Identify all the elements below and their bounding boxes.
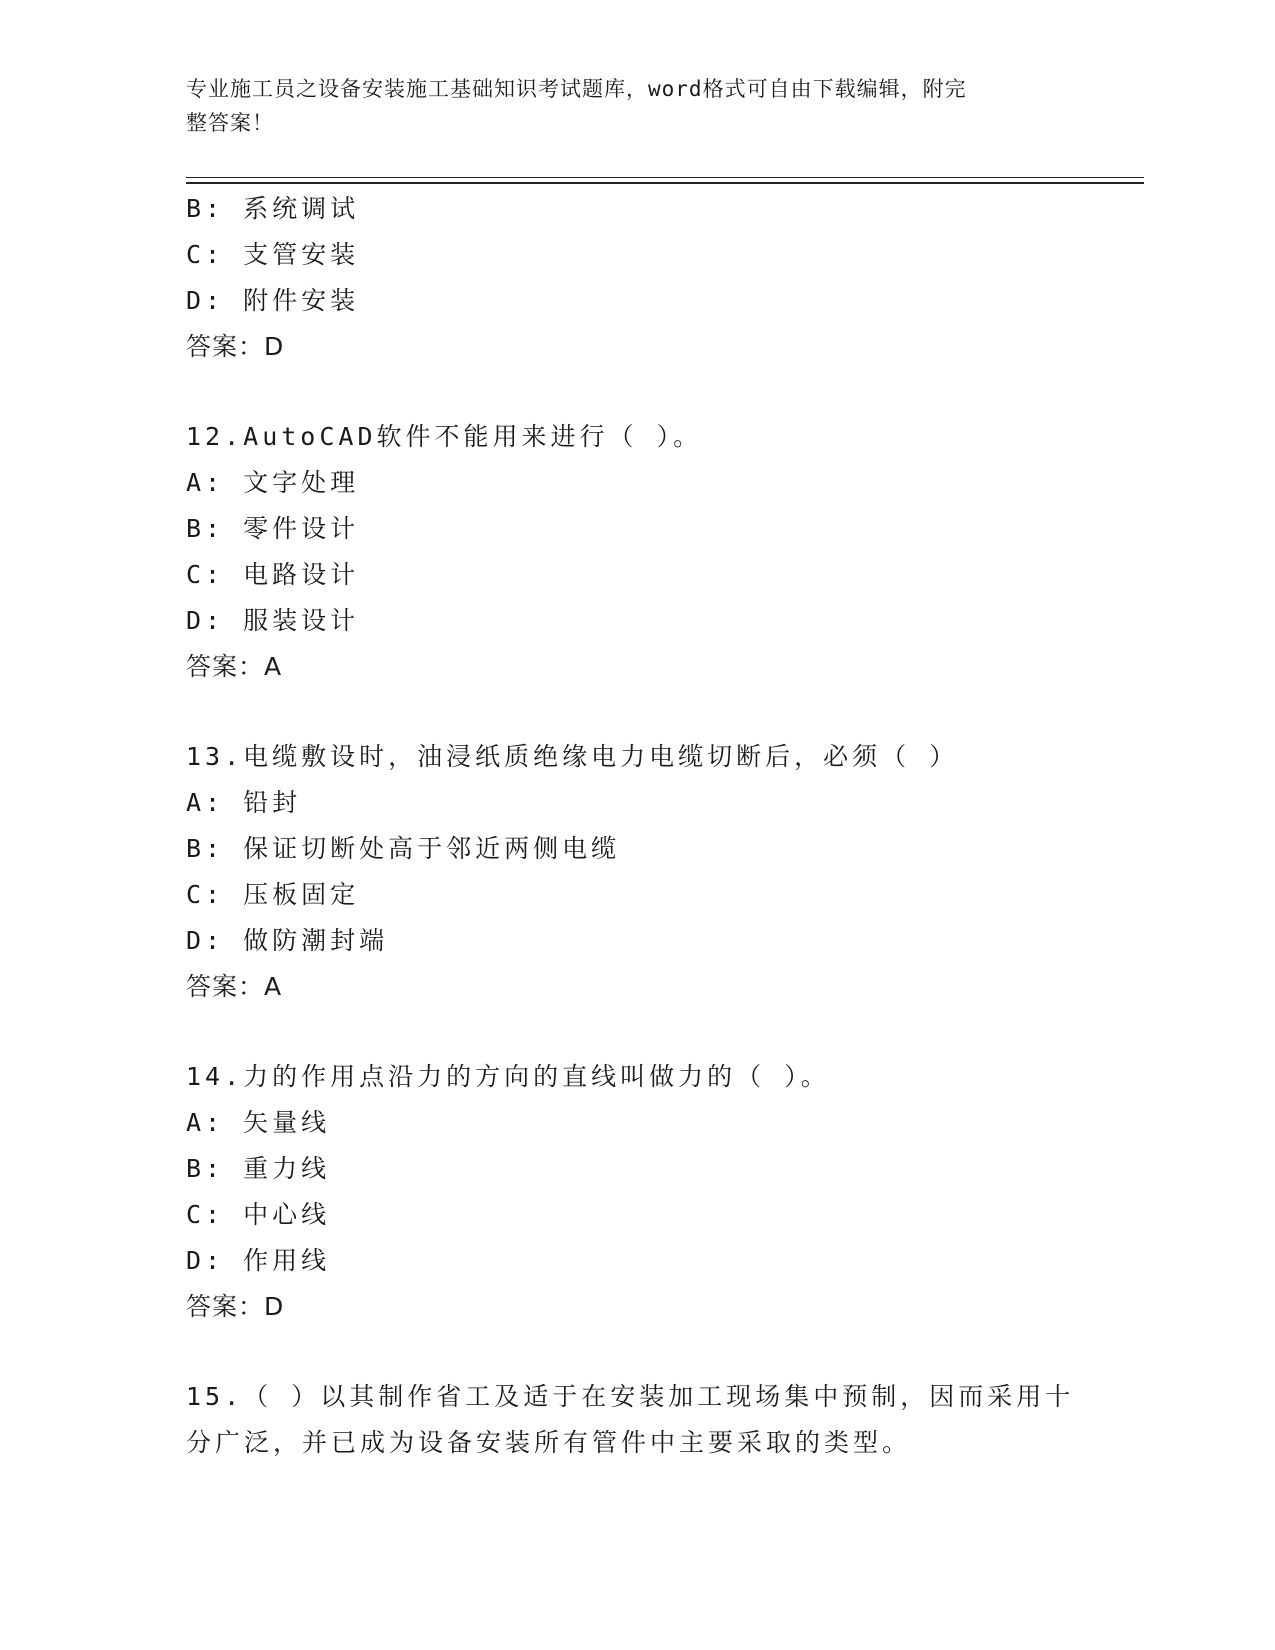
document-header xyxy=(186,72,1076,140)
answer: 答案：A xyxy=(186,652,283,681)
option-d: D: 作用线 xyxy=(186,1246,331,1275)
option-c: C: 中心线 xyxy=(186,1200,331,1229)
option-d: D: 做防潮封端 xyxy=(186,926,389,955)
header-rule-thick xyxy=(186,182,1144,184)
option-b: B: 系统调试 xyxy=(186,194,360,223)
question-content xyxy=(186,186,1086,1466)
answer: 答案：D xyxy=(186,332,285,361)
option-a: A: 矢量线 xyxy=(186,1108,331,1137)
spacer xyxy=(186,1010,1086,1054)
option-d: D: 服装设计 xyxy=(186,606,360,635)
header-rule-thin xyxy=(186,177,1144,178)
option-b: B: 保证切断处高于邻近两侧电缆 xyxy=(186,834,621,863)
option-b: B: 零件设计 xyxy=(186,514,360,543)
option-c: C: 压板固定 xyxy=(186,880,360,909)
question-text: 14.力的作用点沿力的方向的直线叫做力的（ ）。 xyxy=(186,1062,830,1091)
answer: 答案：A xyxy=(186,972,283,1001)
option-c: C: 电路设计 xyxy=(186,560,360,589)
option-b: B: 重力线 xyxy=(186,1154,331,1183)
spacer xyxy=(186,370,1086,414)
question-text-line-1: 15.（ ）以其制作省工及适于在安装加工现场集中预制，因而采用十 xyxy=(186,1382,1075,1411)
question-text-line-2: 分广泛，并已成为设备安装所有管件中主要采取的类型。 xyxy=(186,1428,912,1457)
answer: 答案：D xyxy=(186,1292,285,1321)
spacer xyxy=(186,1330,1086,1374)
option-c: C: 支管安装 xyxy=(186,240,360,269)
option-a: A: 铅封 xyxy=(186,788,302,817)
question-15-block xyxy=(186,1374,1086,1466)
question-13-block xyxy=(186,734,1086,1010)
header-line-1: 专业施工员之设备安装施工基础知识考试题库，word格式可自由下载编辑，附完 xyxy=(186,77,967,101)
question-text: 13.电缆敷设时，油浸纸质绝缘电力电缆切断后，必须（ ） xyxy=(186,742,959,771)
question-11-block xyxy=(186,186,1086,370)
option-d: D: 附件安装 xyxy=(186,286,360,315)
question-14-block xyxy=(186,1054,1086,1330)
header-line-2: 整答案！ xyxy=(186,111,274,135)
option-a: A: 文字处理 xyxy=(186,468,360,497)
question-text: 12.AutoCAD软件不能用来进行（ ）。 xyxy=(186,422,703,451)
question-12-block xyxy=(186,414,1086,690)
spacer xyxy=(186,690,1086,734)
